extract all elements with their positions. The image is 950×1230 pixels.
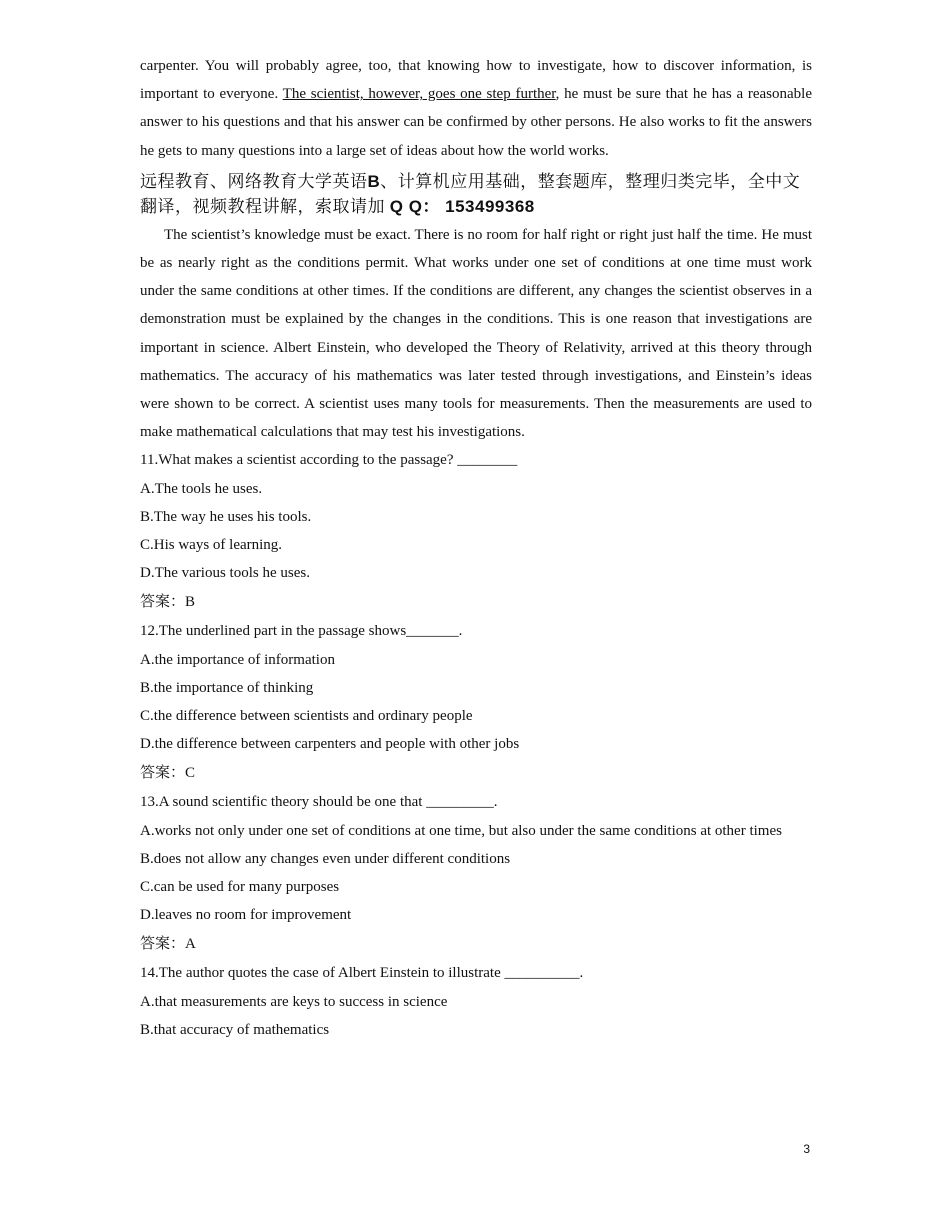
question-stem: 11.What makes a scientist according to the passage? ________: [140, 452, 518, 469]
option: D.The various tools he uses.: [140, 565, 310, 582]
passage-text: carpenter. You will probably agree, too, that knowing how to investigate, how to discover information, is important to everyone.: [140, 58, 812, 103]
option: D.leaves no room for improvement: [140, 907, 352, 924]
option: A.the importance of information: [140, 651, 335, 668]
option: C.the difference between scientists and ordinary people: [140, 708, 473, 725]
option: B.the importance of thinking: [140, 679, 314, 696]
question-stem: 13.A sound scientific theory should be one that _________.: [140, 794, 498, 811]
question-12: [140, 617, 812, 788]
underlined-sentence: The scientist, however, goes one step further: [282, 86, 556, 103]
option: A.works not only under one set of conditions at one time, but also under the same conditions at other times: [140, 822, 782, 839]
ad-text: 、计算机应用基础，整套题库，整理归类完毕，全中文翻译，视频教程讲解，索取请加: [140, 171, 801, 216]
passage-paragraph-2: The scientist’s knowledge must be exact. There is no room for half right or right just half the time. He must be as nearly right as the conditions permit. What works under one set of conditions at one time must work under the same conditions at other times. If the conditions are different, any changes the scientist observes in a demonstration must be explained by the changes in the conditions. This is one reason that investigations are important in science. Albert Einstein, who developed the Theory of Relativity, arrived at this theory through mathematics. The accuracy of his mathematics was later tested through investigations, and Einstein’s ideas were shown to be correct. A scientist uses many tools for measurements. Then the measurements are used to make mathematical calculations that may test his investigations.: [140, 226, 812, 441]
option: B.that accuracy of mathematics: [140, 1021, 330, 1038]
option: C.His ways of learning.: [140, 537, 283, 554]
option: B.The way he uses his tools.: [140, 508, 312, 525]
answer: 答案：A: [140, 936, 196, 953]
question-14: [140, 959, 812, 1044]
option: D.the difference between carpenters and people with other jobs: [140, 736, 520, 753]
ad-text: 远程教育、网络教育大学英语: [140, 171, 368, 191]
passage-paragraph-1: [140, 52, 812, 165]
page-number: 3: [803, 1142, 810, 1156]
advertisement-line: [140, 169, 812, 219]
ad-qq-number: Q Q： 153499368: [389, 196, 535, 216]
option: A.The tools he uses.: [140, 480, 263, 497]
answer: 答案：C: [140, 765, 196, 782]
option: A.that measurements are keys to success in science: [140, 993, 448, 1010]
question-stem: 12.The underlined part in the passage shows_______.: [140, 623, 463, 640]
question-stem: 14.The author quotes the case of Albert Einstein to illustrate __________.: [140, 965, 584, 982]
option: B.does not allow any changes even under different conditions: [140, 850, 511, 867]
option: C.can be used for many purposes: [140, 879, 340, 896]
answer: 答案：B: [140, 594, 196, 611]
passage-text: , he must be sure that he has a reasonable answer to his questions and that his answer can be confirmed by other persons. He also works to fit the answers he gets to many questions into a large set of ideas about how the world works.: [140, 86, 812, 159]
question-11: [140, 446, 812, 617]
document-page: [140, 52, 812, 1044]
question-13: [140, 788, 812, 959]
ad-text-bold: B: [367, 171, 381, 191]
